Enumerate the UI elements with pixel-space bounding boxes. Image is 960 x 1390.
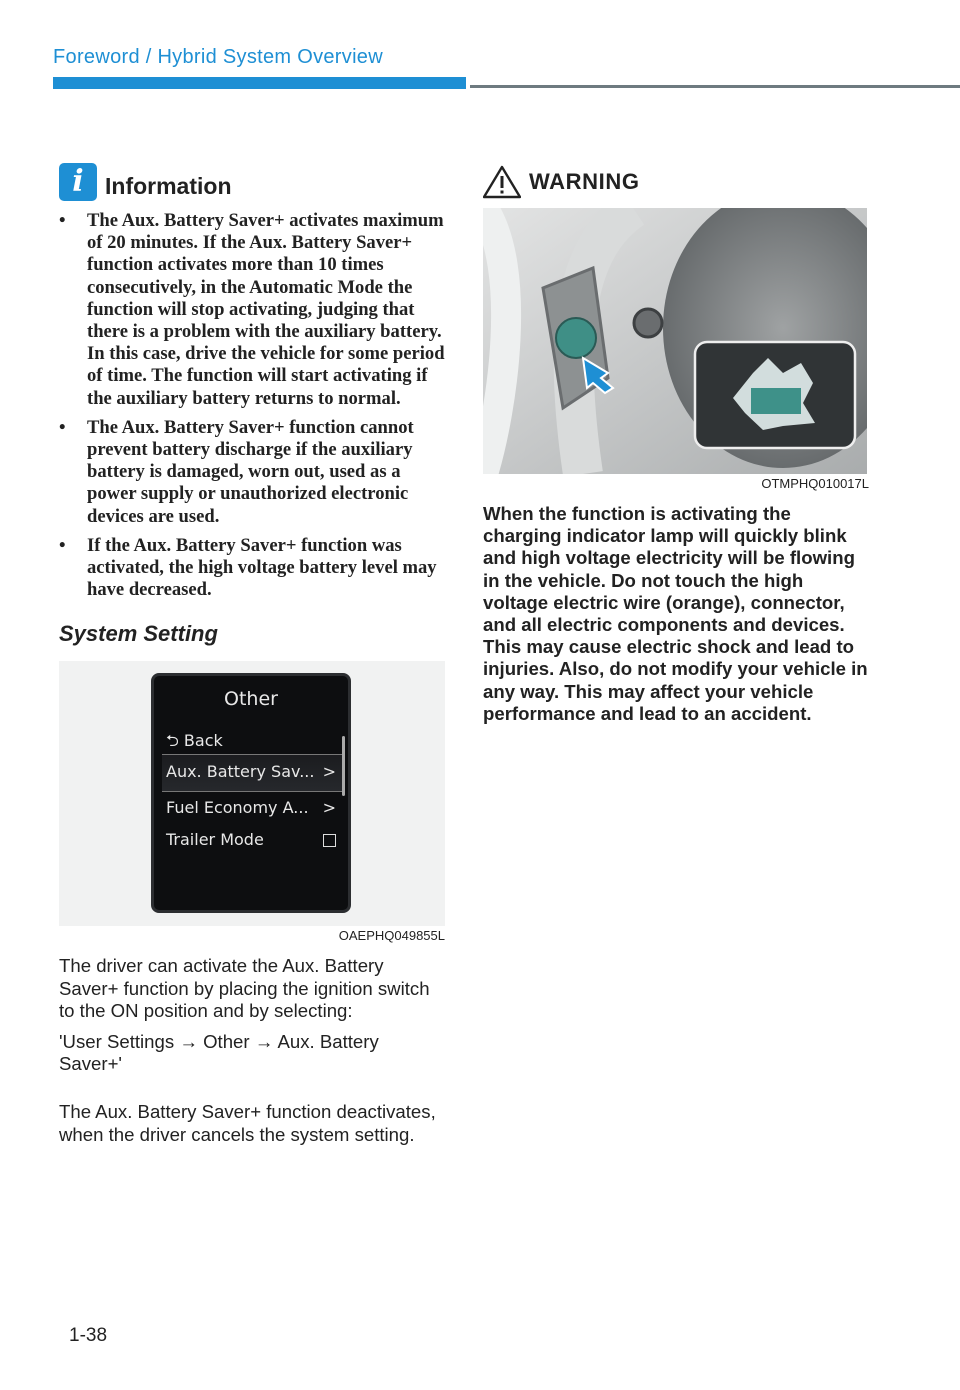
information-title: Information (105, 172, 232, 199)
figure-code: OTMPHQ010017L (761, 476, 869, 491)
figure-code: OAEPHQ049855L (338, 928, 445, 944)
screen-title: Other (224, 688, 278, 711)
left-column (59, 160, 445, 1146)
screen-back-item: ⮌ Back (166, 731, 223, 751)
info-icon: i (59, 163, 97, 201)
charging-indicator-photo (483, 208, 867, 474)
information-item: • If the Aux. Battery Saver+ function was activated, the high voltage battery level may have decreased. (59, 534, 437, 601)
information-list (59, 210, 445, 601)
header-accent-bar (53, 77, 466, 89)
cluster-screen-figure (59, 661, 445, 926)
body-paragraph: 'User Settings → Other → Aux. Battery Saver+' (59, 1030, 379, 1075)
right-column (483, 160, 869, 725)
page-number: 1-38 (69, 1325, 108, 1346)
chevron-right-icon: > (322, 762, 336, 782)
warning-header (483, 160, 869, 204)
warning-title: WARNING (529, 169, 640, 194)
dashboard-illustration (483, 208, 867, 474)
chevron-right-icon: > (322, 798, 336, 818)
information-header (59, 160, 445, 204)
screen-scrollbar (342, 736, 345, 796)
screen-item-trailer-mode: Trailer Mode (166, 830, 264, 850)
section-heading: System Setting (59, 621, 218, 647)
information-item: • The Aux. Battery Saver+ function cannot prevent battery discharge if the auxiliary battery is damaged, worn out, used as a power supply or unauthorized electronic devices are used. (59, 416, 414, 527)
warning-icon (483, 165, 521, 199)
page-header-title: Foreword / Hybrid System Overview (53, 46, 383, 68)
checkbox-icon (323, 834, 336, 847)
header-rule (470, 85, 960, 88)
body-paragraph: The driver can activate the Aux. Battery Saver+ function by placing the ignition switch to the ON position and by selecting: (59, 955, 430, 1022)
cluster-display (151, 673, 351, 913)
warning-text: When the function is activating the charging indicator lamp will quickly blink and high voltage electricity will be flowing in the vehicle. Do not touch the high voltage electric wire (orange), connector, and all electric components and devices. This may cause electric shock and lead to injuries. Also, do not modify your vehicle in any way. This may affect your vehicle performance and lead to an accident. (483, 503, 868, 724)
screen-item-fuel-economy: Fuel Economy A... (166, 798, 309, 818)
screen-item-aux-battery: Aux. Battery Sav... (166, 762, 315, 782)
information-item: • The Aux. Battery Saver+ activates maximum of 20 minutes. If the Aux. Battery Saver+ function activates more than 10 times consecutively, in the Automatic Mode the function will stop activating, judging that there is a problem with the auxiliary battery. In this case, drive the vehicle for some period of time. The function will start activating if the auxiliary battery returns to normal. (59, 210, 445, 409)
body-paragraph: The Aux. Battery Saver+ function deactivates, when the driver cancels the system setting. (59, 1101, 436, 1145)
